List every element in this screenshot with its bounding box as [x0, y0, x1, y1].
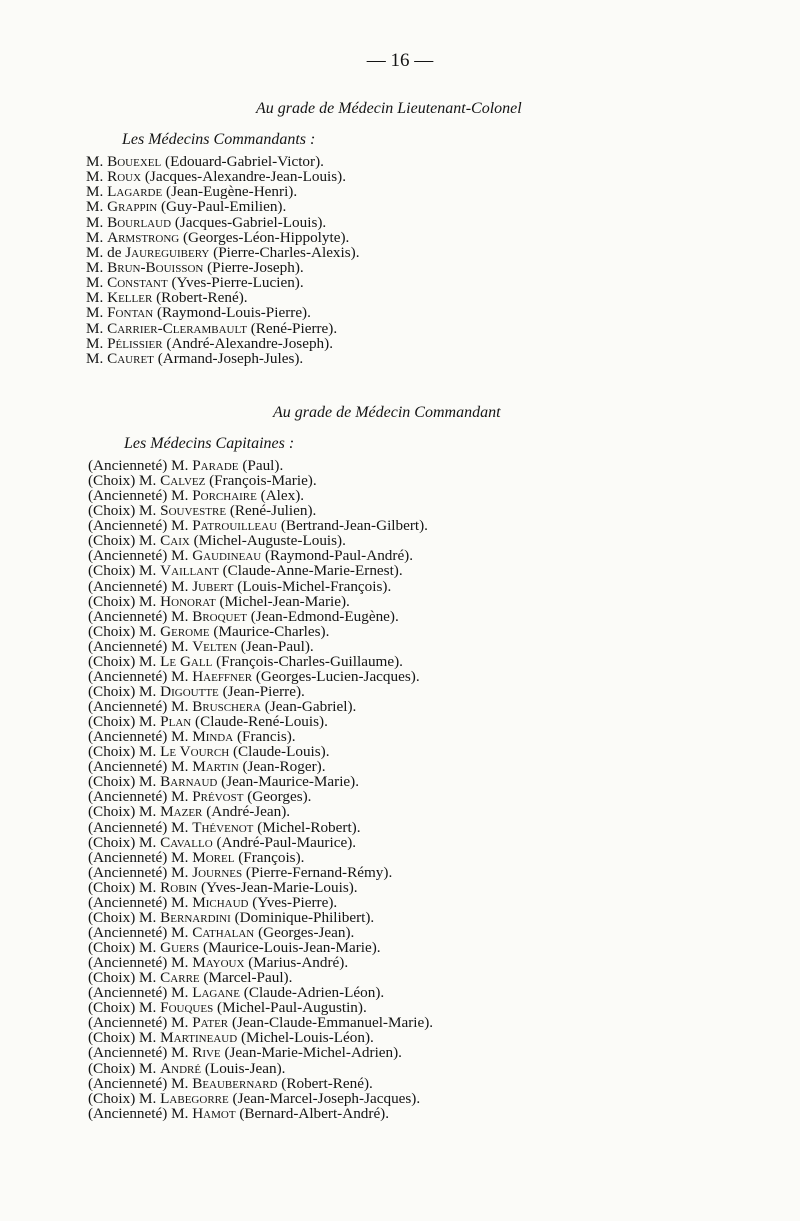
entry-title: M. — [86, 349, 104, 367]
entry-prefix: (Ancienneté) — [88, 667, 168, 685]
entry-surname: André — [160, 1059, 202, 1077]
entry-prefix: (Choix) — [88, 833, 136, 851]
list-item — [88, 503, 433, 518]
entry-title: M. — [139, 878, 157, 896]
entry-given-names: (Yves-Pierre). — [252, 893, 338, 911]
entry-title: M. — [171, 698, 189, 715]
entry-prefix: (Ancienneté) — [88, 848, 168, 866]
section1-heading: Au grade de Médecin Lieutenant-Colonel — [256, 100, 522, 117]
entry-title: M. — [171, 848, 189, 866]
entry-title: M. — [171, 788, 189, 806]
entry-given-names: (Jean-Eugène-Henri). — [166, 183, 298, 201]
entry-prefix: (Ancienneté) — [88, 863, 168, 881]
list-item — [88, 654, 433, 669]
entry-surname: Labegorre — [160, 1089, 229, 1107]
entry-given-names: (Raymond-Louis-Pierre). — [156, 304, 311, 322]
entry-given-names: (André-Alexandre-Joseph). — [166, 334, 333, 352]
list-item — [86, 154, 360, 169]
entry-given-names: (Marius-André). — [248, 954, 349, 972]
entry-prefix: (Ancienneté) — [88, 487, 168, 505]
entry-surname: Souvestre — [160, 502, 227, 520]
entry-surname: Prévost — [192, 788, 244, 806]
entry-surname: Le Vourch — [160, 743, 230, 761]
list-item — [86, 336, 360, 351]
entry-given-names: (Pierre-Fernand-Rémy). — [245, 863, 393, 881]
entry-given-names: (Maurice-Charles). — [213, 622, 330, 640]
list-item — [88, 804, 433, 819]
entry-surname: Grappin — [107, 198, 158, 216]
entry-surname: Lagane — [192, 984, 240, 1002]
entry-title: M. — [139, 773, 157, 791]
entry-prefix: (Ancienneté) — [88, 1044, 168, 1062]
entry-title: M. — [139, 743, 157, 761]
entry-surname: Pélissier — [107, 334, 163, 352]
list-item — [86, 199, 360, 214]
entry-given-names: (Georges-Jean). — [258, 923, 355, 941]
entry-surname: Bourlaud — [107, 213, 172, 231]
list-item — [86, 275, 360, 290]
entry-prefix: (Choix) — [88, 878, 136, 896]
entry-surname: Jaureguibery — [125, 243, 210, 261]
entry-surname: Martin — [192, 758, 239, 776]
entry-surname: Morel — [192, 848, 235, 866]
list-item — [88, 820, 433, 835]
list-item — [88, 488, 433, 503]
list-item — [86, 184, 360, 199]
entry-given-names: (François-Charles-Guillaume). — [216, 652, 403, 670]
entry-surname: Cathalan — [192, 923, 255, 941]
entry-prefix: (Choix) — [88, 939, 136, 956]
list-item — [88, 744, 433, 759]
entry-title: M. — [139, 532, 157, 550]
list-item — [88, 1091, 433, 1106]
list-item — [88, 789, 433, 804]
entry-prefix: (Choix) — [88, 532, 136, 550]
entry-given-names: (Georges). — [247, 788, 312, 806]
entry-prefix: (Ancienneté) — [88, 577, 168, 595]
entry-given-names: (Guy-Paul-Emilien). — [161, 198, 287, 216]
entry-given-names: (Robert-René). — [281, 1074, 373, 1092]
entry-title: M. de — [86, 243, 122, 261]
entry-surname: Thévenot — [192, 818, 254, 836]
entry-given-names: (Jean-Marcel-Joseph-Jacques). — [232, 1089, 421, 1107]
entry-title: M. — [139, 803, 157, 821]
entry-title: M. — [86, 289, 104, 307]
entry-given-names: (Michel-Paul-Augustin). — [217, 999, 367, 1017]
entry-given-names: (Edouard-Gabriel-Victor). — [165, 153, 324, 170]
entry-title: M. — [139, 939, 157, 956]
list-item — [88, 518, 433, 533]
entry-title: M. — [139, 908, 157, 926]
entry-prefix: (Choix) — [88, 682, 136, 700]
entry-surname: Lagarde — [107, 183, 163, 201]
entry-title: M. — [171, 547, 189, 565]
entry-given-names: (André-Paul-Maurice). — [216, 833, 357, 851]
entry-title: M. — [139, 562, 157, 580]
list-item — [88, 684, 433, 699]
entry-prefix: (Choix) — [88, 773, 136, 791]
entry-title: M. — [86, 213, 104, 231]
entry-prefix: (Choix) — [88, 1059, 136, 1077]
list-item — [88, 1076, 433, 1091]
entry-surname: Bernardini — [160, 908, 231, 926]
entry-surname: Porchaire — [192, 487, 257, 505]
entry-given-names: (François). — [238, 848, 305, 866]
entry-given-names: (Michel-Jean-Marie). — [219, 592, 350, 610]
list-item — [88, 1106, 433, 1121]
entry-surname: Carrier-Clerambault — [107, 319, 247, 337]
entry-title: M. — [171, 667, 189, 685]
entry-surname: Gerome — [160, 622, 210, 640]
entry-title: M. — [171, 923, 189, 941]
list-item — [88, 563, 433, 578]
entry-prefix: (Ancienneté) — [88, 954, 168, 972]
list-item — [88, 1000, 433, 1015]
entry-title: M. — [86, 228, 104, 246]
entry-title: M. — [139, 472, 157, 490]
entry-given-names: (Michel-Robert). — [257, 818, 361, 836]
entry-given-names: (Georges-Lucien-Jacques). — [255, 667, 420, 685]
entry-surname: Calvez — [160, 472, 206, 490]
entry-prefix: (Choix) — [88, 622, 136, 640]
entry-surname: Honorat — [160, 592, 216, 610]
entry-title: M. — [139, 592, 157, 610]
entry-title: M. — [171, 758, 189, 776]
entry-surname: Keller — [107, 289, 153, 307]
entry-prefix: (Choix) — [88, 502, 136, 520]
entry-title: M. — [171, 954, 189, 972]
list-item — [86, 215, 360, 230]
entry-surname: Fontan — [107, 304, 154, 322]
entry-given-names: (Jean-Roger). — [242, 758, 326, 776]
entry-surname: Guers — [160, 939, 200, 956]
entry-given-names: (Louis-Michel-François). — [237, 577, 392, 595]
entry-surname: Martineaud — [160, 1029, 238, 1047]
entry-surname: Michaud — [192, 893, 249, 911]
entry-prefix: (Ancienneté) — [88, 1104, 168, 1122]
entry-title: M. — [139, 1089, 157, 1107]
entry-prefix: (Choix) — [88, 472, 136, 490]
entry-title: M. — [171, 1044, 189, 1062]
entry-prefix: (Choix) — [88, 969, 136, 987]
list-item — [86, 230, 360, 245]
list-item — [88, 548, 433, 563]
entry-given-names: (Claude-René-Louis). — [195, 713, 328, 731]
entry-surname: Cavallo — [160, 833, 213, 851]
list-item — [88, 774, 433, 789]
entry-given-names: (Jean-Paul). — [240, 637, 314, 655]
list-item — [86, 321, 360, 336]
entry-title: M. — [139, 999, 157, 1017]
entry-surname: Pater — [192, 1014, 229, 1032]
entry-title: M. — [171, 728, 189, 746]
entry-title: M. — [171, 517, 189, 535]
list-item — [88, 458, 433, 473]
entry-given-names: (Jean-Pierre). — [222, 682, 305, 700]
entry-given-names: (Michel-Louis-Léon). — [240, 1029, 374, 1047]
entry-prefix: (Ancienneté) — [88, 517, 168, 535]
entry-prefix: (Ancienneté) — [88, 607, 168, 625]
entry-prefix: (Choix) — [88, 803, 136, 821]
list-item — [88, 1015, 433, 1030]
entry-surname: Robin — [160, 878, 198, 896]
entry-prefix: (Ancienneté) — [88, 1074, 168, 1092]
entry-surname: Le Gall — [160, 652, 213, 670]
entry-surname: Carre — [160, 969, 200, 987]
entry-title: M. — [171, 607, 189, 625]
entry-title: M. — [86, 198, 104, 216]
list-item — [86, 245, 360, 260]
entry-prefix: (Ancienneté) — [88, 788, 168, 806]
list-item — [88, 925, 433, 940]
entry-title: M. — [139, 682, 157, 700]
list-item — [88, 1030, 433, 1045]
entry-surname: Rive — [192, 1044, 221, 1062]
entry-given-names: (Paul). — [242, 457, 284, 474]
entry-given-names: (Claude-Adrien-Léon). — [243, 984, 385, 1002]
list-item — [88, 609, 433, 624]
entry-surname: Roux — [107, 168, 142, 186]
entry-given-names: (Bertrand-Jean-Gilbert). — [280, 517, 428, 535]
entry-surname: Velten — [192, 637, 237, 655]
entry-surname: Barnaud — [160, 773, 218, 791]
entry-surname: Haeffner — [192, 667, 253, 685]
entry-title: M. — [139, 502, 157, 520]
entry-given-names: (Claude-Louis). — [232, 743, 330, 761]
entry-title: M. — [171, 1074, 189, 1092]
entry-prefix: (Ancienneté) — [88, 547, 168, 565]
entry-given-names: (François-Marie). — [209, 472, 317, 490]
entry-given-names: (Michel-Auguste-Louis). — [193, 532, 346, 550]
entry-prefix: (Ancienneté) — [88, 698, 168, 715]
entry-prefix: (Ancienneté) — [88, 1014, 168, 1032]
list-item — [88, 940, 433, 955]
section1-subheading: Les Médecins Commandants : — [122, 131, 316, 148]
entry-title: M. — [171, 818, 189, 836]
entry-title: M. — [139, 969, 157, 987]
entry-given-names: (Jean-Claude-Emmanuel-Marie). — [231, 1014, 434, 1032]
entry-title: M. — [171, 1014, 189, 1032]
entry-surname: Plan — [160, 713, 192, 731]
entry-title: M. — [171, 1104, 189, 1122]
list-item — [88, 835, 433, 850]
entry-title: M. — [171, 984, 189, 1002]
list-item — [88, 880, 433, 895]
list-item — [88, 910, 433, 925]
entry-given-names: (Jean-Maurice-Marie). — [221, 773, 360, 791]
entry-surname: Beaubernard — [192, 1074, 278, 1092]
entry-surname: Journes — [192, 863, 243, 881]
entry-surname: Fouques — [160, 999, 214, 1017]
entry-prefix: (Choix) — [88, 652, 136, 670]
list-item — [88, 985, 433, 1000]
entry-given-names: (Marcel-Paul). — [203, 969, 293, 987]
entry-surname: Mayoux — [192, 954, 245, 972]
list-item — [88, 533, 433, 548]
entry-surname: Brun-Bouisson — [107, 258, 204, 276]
entry-title: M. — [139, 622, 157, 640]
entry-surname: Mazer — [160, 803, 203, 821]
list-item — [86, 351, 360, 366]
entry-prefix: (Ancienneté) — [88, 893, 168, 911]
list-item — [86, 260, 360, 275]
entry-given-names: (Armand-Joseph-Jules). — [157, 349, 304, 367]
entry-title: M. — [171, 637, 189, 655]
entry-title: M. — [171, 487, 189, 505]
list-item — [88, 970, 433, 985]
page-number: — 16 — — [366, 50, 434, 71]
list-item — [88, 624, 433, 639]
entry-prefix: (Choix) — [88, 999, 136, 1017]
list-item — [88, 759, 433, 774]
entry-given-names: (Jean-Marie-Michel-Adrien). — [224, 1044, 402, 1062]
entry-given-names: (Maurice-Louis-Jean-Marie). — [203, 939, 381, 956]
list-item — [88, 594, 433, 609]
entry-given-names: (Jean-Gabriel). — [264, 698, 357, 715]
entry-surname: Bruschera — [192, 698, 261, 715]
entry-given-names: (Alex). — [260, 487, 305, 505]
entry-title: M. — [171, 577, 189, 595]
entry-prefix: (Ancienneté) — [88, 637, 168, 655]
entry-surname: Armstrong — [107, 228, 180, 246]
entry-given-names: (Claude-Anne-Marie-Ernest). — [222, 562, 403, 580]
entry-title: M. — [86, 258, 104, 276]
section1-list — [86, 154, 360, 366]
entry-surname: Constant — [107, 274, 168, 292]
entry-given-names: (Jean-Edmond-Eugène). — [250, 607, 399, 625]
section2-heading: Au grade de Médecin Commandant — [273, 404, 501, 421]
entry-given-names: (Francis). — [236, 728, 296, 746]
entry-surname: Broquet — [192, 607, 247, 625]
section2-subheading: Les Médecins Capitaines : — [124, 435, 295, 452]
entry-prefix: (Ancienneté) — [88, 728, 168, 746]
entry-title: M. — [86, 168, 104, 186]
entry-surname: Vaillant — [160, 562, 219, 580]
entry-title: M. — [86, 304, 104, 322]
entry-prefix: (Ancienneté) — [88, 758, 168, 776]
entry-title: M. — [139, 713, 157, 731]
entry-title: M. — [139, 1059, 157, 1077]
entry-surname: Parade — [192, 457, 239, 474]
entry-surname: Jubert — [192, 577, 234, 595]
entry-surname: Bouexel — [107, 153, 162, 170]
entry-given-names: (Raymond-Paul-André). — [265, 547, 414, 565]
entry-prefix: (Choix) — [88, 743, 136, 761]
list-item — [88, 579, 433, 594]
entry-prefix: (Choix) — [88, 562, 136, 580]
entry-prefix: (Ancienneté) — [88, 818, 168, 836]
entry-given-names: (Georges-Léon-Hippolyte). — [183, 228, 350, 246]
entry-prefix: (Choix) — [88, 1029, 136, 1047]
section2-list — [88, 458, 433, 1121]
entry-given-names: (Pierre-Joseph). — [207, 258, 304, 276]
list-item — [88, 955, 433, 970]
entry-surname: Hamot — [192, 1104, 236, 1122]
entry-given-names: (Jacques-Alexandre-Jean-Louis). — [144, 168, 347, 186]
list-item — [88, 729, 433, 744]
entry-surname: Cauret — [107, 349, 154, 367]
entry-prefix: (Ancienneté) — [88, 457, 168, 474]
list-item — [86, 290, 360, 305]
entry-prefix: (Choix) — [88, 713, 136, 731]
entry-surname: Patrouilleau — [192, 517, 278, 535]
entry-given-names: (Robert-René). — [156, 289, 248, 307]
entry-title: M. — [86, 274, 104, 292]
list-item — [88, 895, 433, 910]
list-item — [88, 714, 433, 729]
entry-prefix: (Choix) — [88, 1089, 136, 1107]
entry-given-names: (Bernard-Albert-André). — [239, 1104, 390, 1122]
entry-prefix: (Ancienneté) — [88, 923, 168, 941]
entry-title: M. — [86, 153, 104, 170]
entry-surname: Digoutte — [160, 682, 219, 700]
entry-title: M. — [86, 183, 104, 201]
list-item — [88, 669, 433, 684]
entry-given-names: (Jacques-Gabriel-Louis). — [174, 213, 327, 231]
entry-title: M. — [139, 1029, 157, 1047]
list-item — [88, 850, 433, 865]
list-item — [88, 473, 433, 488]
list-item — [86, 169, 360, 184]
entry-surname: Caix — [160, 532, 190, 550]
entry-title: M. — [171, 863, 189, 881]
entry-given-names: (Pierre-Charles-Alexis). — [213, 243, 360, 261]
entry-given-names: (Yves-Pierre-Lucien). — [171, 274, 304, 292]
entry-given-names: (Louis-Jean). — [204, 1059, 286, 1077]
entry-given-names: (Yves-Jean-Marie-Louis). — [200, 878, 358, 896]
entry-surname: Minda — [192, 728, 234, 746]
list-item — [88, 699, 433, 714]
entry-title: M. — [171, 457, 189, 474]
list-item — [88, 639, 433, 654]
entry-given-names: (Dominique-Philibert). — [234, 908, 375, 926]
entry-given-names: (André-Jean). — [206, 803, 291, 821]
entry-title: M. — [139, 652, 157, 670]
entry-prefix: (Choix) — [88, 592, 136, 610]
entry-title: M. — [171, 893, 189, 911]
entry-title: M. — [86, 334, 104, 352]
list-item — [88, 1045, 433, 1060]
entry-given-names: (René-Pierre). — [250, 319, 338, 337]
list-item — [88, 1061, 433, 1076]
entry-prefix: (Choix) — [88, 908, 136, 926]
entry-surname: Gaudineau — [192, 547, 262, 565]
entry-given-names: (René-Julien). — [229, 502, 317, 520]
entry-title: M. — [86, 319, 104, 337]
entry-title: M. — [139, 833, 157, 851]
list-item — [88, 865, 433, 880]
entry-prefix: (Ancienneté) — [88, 984, 168, 1002]
list-item — [86, 305, 360, 320]
